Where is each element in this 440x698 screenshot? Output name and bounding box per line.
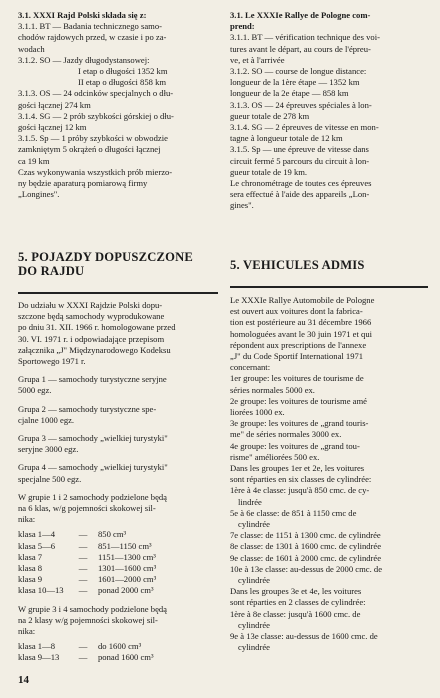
text-line: cylindrée: [238, 575, 270, 586]
text-line: nika:: [18, 514, 36, 525]
text-line: 1ère à 8e classe: jusqu'à 1600 cmc. de: [230, 608, 361, 619]
text-line: Grupa 4 — samochody „wielkiej turystyki": [18, 462, 168, 473]
text-line: Grupa 3 — samochody „wielkiej turystyki": [18, 433, 168, 444]
text-line: circuit fermé 5 parcours du circuit à lon-: [230, 155, 370, 166]
text-line: liorées 1000 ex.: [230, 407, 285, 418]
text-line: 30. VI. 1971 r. i odpowiadające przepisom: [18, 333, 165, 344]
text-line: 1er groupe: les voitures de tourisme de: [230, 373, 364, 384]
class-capacity: 1601—2000 cm³: [98, 574, 157, 585]
text-line: lindrée: [238, 496, 262, 507]
text-line: W grupie 1 i 2 samochody podzielone będą: [18, 491, 167, 502]
text-line: risme" améliorées 500 ex.: [230, 451, 320, 462]
text-line: séries normales 5000 ex.: [230, 384, 315, 395]
text-line: gueur totale de 19 km.: [230, 166, 308, 177]
text-line: homologuées avant le 30 juin 1971 et qui: [230, 328, 373, 339]
text-line: Le XXXIe Rallye Automobile de Pologne: [230, 295, 375, 305]
class-capacity: ponad 1600 cm³: [98, 652, 154, 663]
text-line: gości łącznej 274 km: [18, 99, 91, 110]
left-top-section: [18, 10, 218, 200]
text-line: 9e à 13e classe: au-dessus de 1600 cmc. de: [230, 631, 378, 642]
text-line: 3.1.4. SG — 2 prób szybkości górskiej o dłu-: [18, 110, 174, 121]
text-line: 3.1.2. SO — course de longue distance:: [230, 66, 367, 77]
text-line: po dniu 31. XII. 1966 r. homologowane przed: [18, 322, 176, 333]
text-line: sont réparties en six classes de cylindrée:: [230, 474, 372, 485]
text-line: 3.1.1. BT — vérification technique des voi-: [230, 32, 380, 43]
text-line: Czas wykonywania wszystkich prób mierzo-: [18, 166, 173, 177]
text-line: gości łącznej 12 km: [18, 122, 87, 133]
text-line: répondent aux prescriptions de l'annexe: [230, 339, 367, 350]
text-line: 4e groupe: les voitures de „grand tou-: [230, 440, 360, 451]
right-body: [230, 295, 428, 654]
class-label: klasa 1—8: [18, 641, 55, 652]
class-dash: —: [78, 529, 88, 540]
text-line: szczone będą samochody wyprodukowane: [18, 311, 165, 322]
text-line: specjalne 500 egz.: [18, 473, 82, 484]
text-line: gueur totale de 278 km: [230, 110, 310, 121]
class-capacity: 851—1150 cm³: [98, 540, 152, 551]
text-line: 10e à 13e classe: au-dessus de 2000 cmc. de: [230, 563, 383, 574]
text-line: na 6 klas, w/g pojemności skokowej sil-: [18, 503, 156, 514]
heading-line: 5. POJAZDY DOPUSZCZONE: [18, 250, 194, 264]
class-dash: —: [78, 585, 88, 596]
left-section-heading: [18, 250, 218, 278]
class-label: klasa 1—4: [18, 529, 55, 540]
page-number: 14: [18, 674, 29, 686]
text-line: longueur de la 2e étape — 858 km: [230, 88, 349, 99]
text-line: 3e groupe: les voitures de „grand touris-: [230, 418, 369, 429]
text-line: chodów rajdowych przed, w czasie i po za-: [18, 32, 167, 43]
left-body: [18, 300, 218, 664]
text-line: est ouvert aux voitures dont la fabrica-: [230, 306, 363, 317]
text-line: sera effectué à l'aide des appareils „Lon-: [230, 189, 370, 200]
text-line: Grupa 1 — samochody turystyczne seryjne: [18, 374, 167, 385]
text-line: 5e à 6e classe: de 851 à 1150 cmc de: [230, 507, 357, 518]
text-line: 8e classe: de 1301 à 1600 cmc. de cylindrée: [230, 541, 382, 552]
text-line: tion est postérieure au 31 décembre 1966: [230, 317, 372, 328]
text-line: tures avant le départ, au cours de l'épreu-: [230, 43, 371, 54]
text-line: II etap o długości 858 km: [78, 77, 167, 88]
text-line: prend:: [230, 21, 255, 32]
class-row: [18, 641, 218, 652]
text-line: 3.1.3. OS — 24 épreuves spéciales à lon-: [230, 99, 372, 110]
class-capacity: 1151—1300 cm³: [98, 551, 156, 562]
text-line: 7e classe: de 1151 à 1300 cmc. de cylindrée: [230, 530, 381, 541]
text-line: ca 19 km: [18, 155, 50, 166]
text-line: wodach: [18, 43, 45, 54]
text-line: zamkniętym 5 okrążeń o długości łącznej: [18, 144, 161, 155]
text-line: Sportowego 1971 r.: [18, 356, 86, 367]
text-line: sont réparties en 2 classes de cylindrée:: [230, 597, 366, 608]
section-divider: [18, 292, 218, 294]
text-line: nika:: [18, 626, 36, 637]
text-line: seryjne 3000 egz.: [18, 444, 79, 455]
text-line: I etap o długości 1352 km: [78, 66, 168, 77]
text-line: cylindrée: [238, 519, 270, 530]
text-line: Dans les groupes 3e et 4e, les voitures: [230, 586, 362, 597]
text-line: 3.1.1. BT — Badania technicznego samo-: [18, 21, 162, 32]
text-line: cylindrée: [238, 619, 270, 630]
class-row: [18, 563, 218, 574]
text-line: 3.1. XXXI Rajd Polski składa się z:: [18, 10, 147, 20]
text-line: cjalne 1000 egz.: [18, 414, 75, 425]
class-dash: —: [78, 574, 88, 585]
text-line: Grupa 2 — samochody turystyczne spe-: [18, 403, 157, 414]
class-label: klasa 8: [18, 563, 43, 574]
text-line: Le chronométrage de toutes ces épreuves: [230, 178, 372, 189]
text-line: 3.1.5. Sp — 1 próby szybkości w obwodzie: [18, 133, 168, 144]
heading-line: DO RAJDU: [18, 264, 85, 278]
text-line: 3.1.5. Sp — une épreuve de vitesse dans: [230, 144, 369, 155]
text-line: longueur de la 1ère étape — 1352 km: [230, 77, 360, 88]
text-line: „J" du Code Sportif International 1971: [230, 351, 364, 362]
text-line: Dans les groupes 1er et 2e, les voitures: [230, 463, 365, 474]
text-line: gines".: [230, 200, 254, 211]
class-dash: —: [78, 652, 88, 663]
text-line: 3.1.4. SG — 2 épreuves de vitesse en mon-: [230, 122, 379, 133]
text-line: 5000 egz.: [18, 385, 52, 396]
text-line: załącznika „J" Międzynarodowego Kodeksu: [18, 344, 171, 355]
class-capacity: ponad 2000 cm³: [98, 585, 154, 596]
text-line: W grupie 3 i 4 samochody podzielone będą: [18, 603, 167, 614]
text-line: 9e classe: de 1601 à 2000 cmc. de cylindrée: [230, 552, 382, 563]
class-row: [18, 585, 218, 596]
class-row: [18, 652, 218, 663]
class-label: klasa 5—6: [18, 540, 55, 551]
class-label: klasa 9—13: [18, 652, 60, 663]
right-top-section: [230, 10, 428, 212]
text-line: na 2 klasy w/g pojemności skokowej sil-: [18, 614, 158, 625]
text-line: „Longines".: [18, 189, 60, 200]
text-line: me" de séries normales 3000 ex.: [230, 429, 342, 440]
class-row: [18, 574, 218, 585]
class-capacity: 850 cm³: [98, 529, 127, 540]
right-section-heading: [230, 258, 428, 272]
class-dash: —: [78, 551, 88, 562]
section-divider: [230, 286, 428, 288]
class-dash: —: [78, 563, 88, 574]
text-line: ve, et à l'arrivée: [230, 54, 285, 65]
heading-line: 5. VEHICULES ADMIS: [230, 258, 365, 272]
text-line: 3.1. Le XXXIe Rallye de Pologne com-: [230, 10, 371, 20]
text-line: 2e groupe: les voitures de tourisme amé: [230, 395, 367, 406]
class-dash: —: [78, 540, 88, 551]
class-label: klasa 10—13: [18, 585, 64, 596]
text-line: concernant:: [230, 362, 271, 373]
text-line: tagne à longueur totale de 12 km: [230, 133, 343, 144]
class-capacity: 1301—1600 cm³: [98, 563, 157, 574]
class-row: [18, 529, 218, 540]
class-label: klasa 9: [18, 574, 43, 585]
text-line: 1ère à 4e classe: jusqu'à 850 cmc. de cy-: [230, 485, 370, 496]
class-row: [18, 552, 218, 563]
class-label: klasa 7: [18, 551, 43, 562]
text-line: 3.1.2. SO — Jazdy długodystansowej:: [18, 54, 150, 65]
text-line: ny będzie aparaturą pomiarową firmy: [18, 178, 148, 189]
text-line: cylindrée: [238, 642, 270, 653]
text-line: Do udziału w XXXI Rajdzie Polski dopu-: [18, 300, 163, 310]
class-row: [18, 541, 218, 552]
text-line: 3.1.3. OS — 24 odcinków specjalnych o dłu-: [18, 88, 174, 99]
class-dash: —: [78, 641, 88, 652]
class-capacity: do 1600 cm³: [98, 641, 142, 652]
